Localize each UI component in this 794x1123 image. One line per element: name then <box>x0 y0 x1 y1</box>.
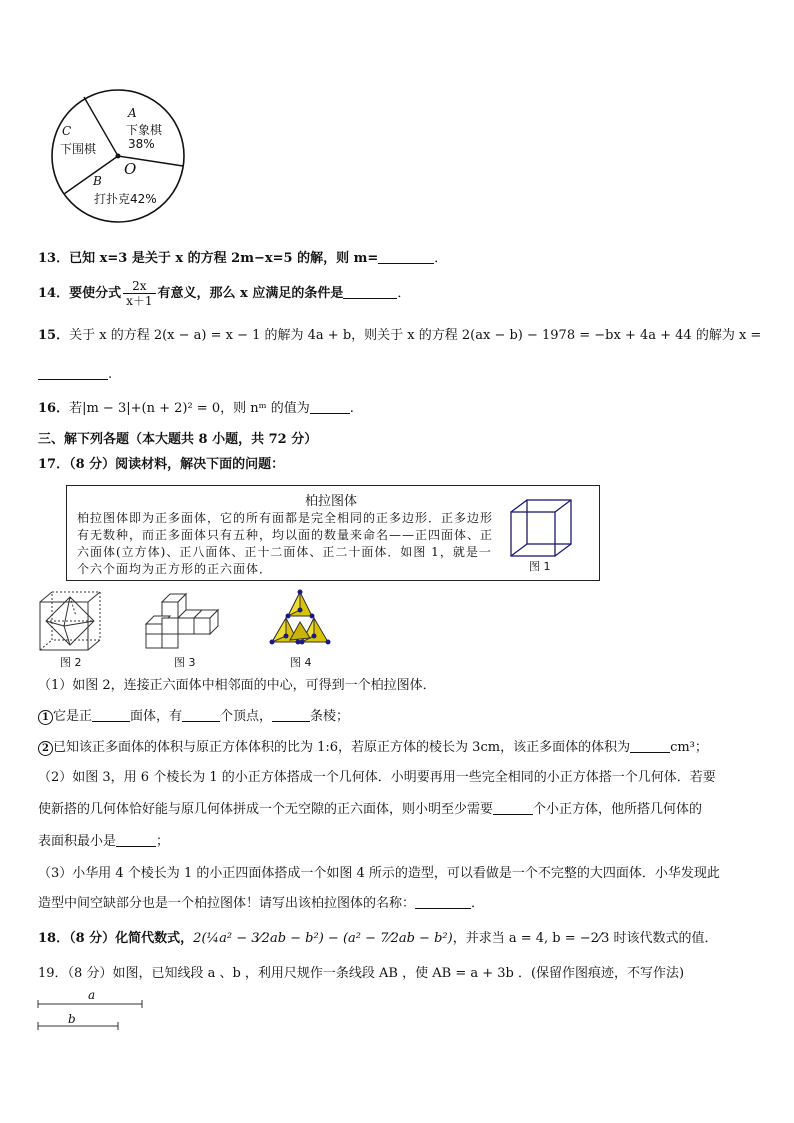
question-17-heading: 17．（8 分）阅读材料，解决下面的问题： <box>38 457 285 472</box>
figure-2-caption: 图 2 <box>60 656 82 669</box>
q17-p2-end: 个小正方体，他所搭几何体的 <box>533 802 703 817</box>
q13-answer-blank[interactable] <box>378 249 434 264</box>
q17-edges-blank[interactable] <box>272 707 310 722</box>
q17-part2-line2 <box>38 800 702 820</box>
pie-letter-o: O <box>124 160 137 178</box>
q17-volume-blank[interactable] <box>630 738 670 753</box>
figure-2-octahedron <box>38 590 102 652</box>
q17-p3-pre: 造型中间空缺部分也是一个柏拉图体！请写出该柏拉图体的名称： <box>38 896 416 911</box>
question-13 <box>38 249 447 269</box>
section-three-heading: 三、解下列各题（本大题共 8 小题，共 72 分） <box>38 432 318 447</box>
question-18 <box>38 924 717 954</box>
q17-p1b-end: cm³； <box>670 740 708 755</box>
q17-p2-pre: 使新搭的几何体恰好能与原几何体拼成一个无空隙的正六面体，则小明至少需要 <box>38 802 494 817</box>
pie-chart-svg <box>48 88 188 228</box>
q17-part1b <box>38 738 708 758</box>
q17-p1a-pre: 它是正 <box>53 709 93 724</box>
q17-vertices-blank[interactable] <box>182 707 220 722</box>
box-title: 柏拉图体 <box>305 494 358 509</box>
q14-frac-den: x＋1 <box>126 294 153 308</box>
box-text: 柏拉图体即为正多面体，它的所有面都是完全相同的正多边形．正多边形有无数种，而正多面体只有五种，均以面的数量来命名——正四面体、正六面体(立方体)、正八面体、正十二面体、正二十面体．如图 1，就是一个六个面均为正方形的正六面体． <box>77 511 494 576</box>
q17-p1b-text: 已知该正多面体的体积与原正方体体积的比为 1:6，若原正方体的棱长为 3cm，该正多面体的体积为 <box>53 740 631 755</box>
q14-end: ． <box>397 286 411 301</box>
q16-answer-blank[interactable] <box>310 399 350 414</box>
figure-3-cubes <box>142 590 226 652</box>
q15-text: 关于 x 的方程 2(x − a) = x − 1 的解为 4a + b，则关于 x 的方程 2(ax − b) − 1978 = −bx + 4a + 44 的解为 x = <box>69 328 762 343</box>
figure-3-caption: 图 3 <box>174 656 196 669</box>
q18-expression: 2(¼a² − 3⁄2ab − b²) − (a² − 7⁄2ab − b²) <box>193 931 453 946</box>
q17-part2-line3 <box>38 832 169 852</box>
q15-end: . <box>108 367 113 382</box>
question-15-blank-line <box>38 365 112 385</box>
q17-part3-line1: （3）小华用 4 个棱长为 1 的小正四面体搭成一个如图 4 所示的造型，可以看做是一个不完整的大四面体．小华发现此 <box>38 866 720 881</box>
question-19: 19．（8 分）如图，已知线段 a 、b ，利用尺规作一条线段 AB ，使 AB = a + 3b ．(保留作图痕迹，不写作法) <box>38 966 685 981</box>
q16-number: 16． <box>38 401 70 416</box>
segment-b-label: b <box>68 1012 76 1026</box>
q18-condition: ，并求当 a = 4, b = −2⁄3 时该代数式的值． <box>452 931 718 946</box>
q18-heading: 18．（8 分）化简代数式， <box>38 931 194 946</box>
segment-a-label: a <box>88 988 96 1002</box>
pie-label-c: 下围棋 <box>60 142 97 156</box>
q14-answer-blank[interactable] <box>343 284 397 299</box>
q15-answer-blank[interactable] <box>38 365 108 380</box>
pie-label-a: 下象棋 <box>126 123 163 137</box>
q17-area-blank[interactable] <box>116 832 156 847</box>
cube-figure-1 <box>507 498 577 558</box>
q17-p1a-m2: 个顶点， <box>220 709 273 724</box>
q17-part1a <box>38 707 349 727</box>
question-15 <box>38 326 761 346</box>
q17-part1: （1）如图 2，连接正六面体中相邻面的中心，可得到一个柏拉图体． <box>38 678 436 693</box>
q17-p1a-m1: 面体，有 <box>130 709 183 724</box>
q17-cubes-blank[interactable] <box>493 800 533 815</box>
q17-p3-end: ． <box>471 896 485 911</box>
q13-text: 已知 x=3 是关于 x 的方程 2m−x=5 的解，则 m= <box>69 251 379 266</box>
figure-1-caption: 图 1 <box>529 560 551 573</box>
plato-solid-box <box>66 485 600 581</box>
q14-number: 14． <box>38 286 70 301</box>
question-14 <box>38 276 410 312</box>
circled-two-marker: 2 <box>38 741 53 756</box>
q17-part2-line1: （2）如图 3，用 6 个棱长为 1 的小正方体搭成一个几何体．小明要再用一些完全相同的小正方体搭一个几何体．若要 <box>38 770 716 785</box>
q14-pre: 要使分式 <box>69 286 122 301</box>
q17-faces-blank[interactable] <box>92 707 130 722</box>
pie-pct-a: 38% <box>128 137 155 151</box>
q17-p1a-end: 条棱； <box>310 709 350 724</box>
q17-part3-line2 <box>38 894 484 914</box>
circled-one-marker: 1 <box>38 710 53 725</box>
q17-name-blank[interactable] <box>415 894 471 909</box>
q17-p2-l3-pre: 表面积最小是 <box>38 834 117 849</box>
q13-end: ． <box>434 251 448 266</box>
q14-frac-num: 2x <box>123 279 155 294</box>
q13-number: 13． <box>38 251 70 266</box>
figure-4-tetrahedra <box>262 588 342 652</box>
pie-letter-a: A <box>128 106 137 120</box>
q16-text: 若|m − 3|+(n + 2)² = 0，则 nᵐ 的值为 <box>69 401 310 416</box>
q15-number: 15． <box>38 328 70 343</box>
pie-letter-b: B <box>93 174 102 188</box>
pie-chart <box>48 88 188 228</box>
q17-p2-l3-end: ； <box>156 834 170 849</box>
figure-4-caption: 图 4 <box>290 656 312 669</box>
pie-label-b: 打扑克42% <box>94 192 157 206</box>
q14-mid: 有意义，那么 x 应满足的条件是 <box>157 286 344 301</box>
q16-end: . <box>349 401 354 416</box>
pie-letter-c: C <box>62 124 72 138</box>
question-16 <box>38 399 354 419</box>
q14-fraction <box>123 279 155 308</box>
